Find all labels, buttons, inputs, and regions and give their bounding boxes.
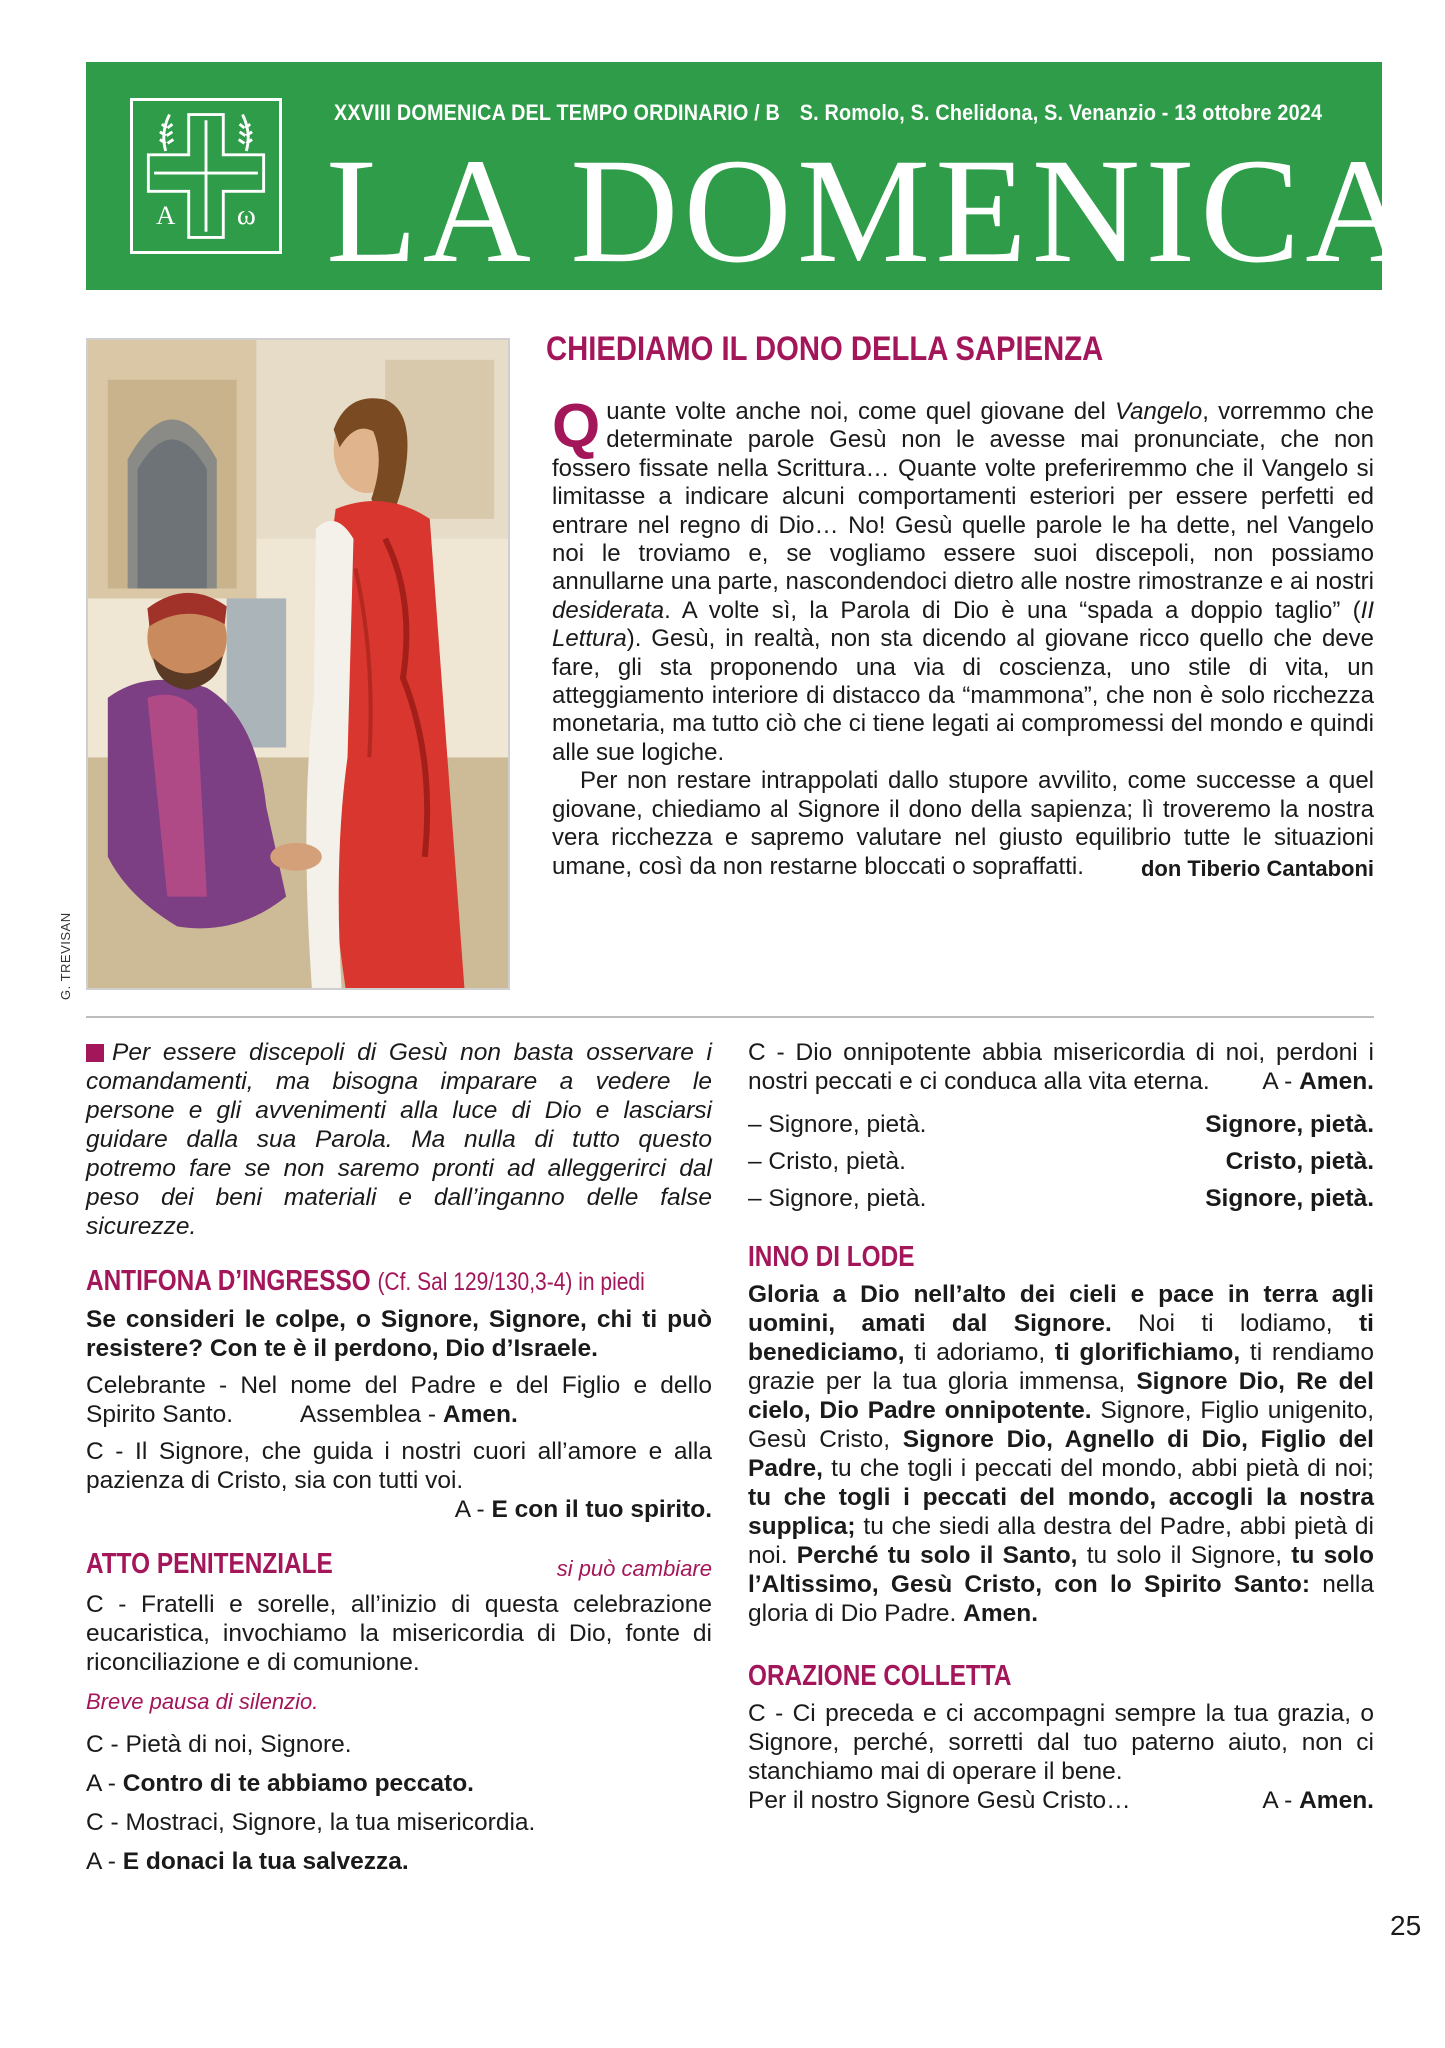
editorial-title: CHIEDIAMO IL DONO DELLA SAPIENZA <box>546 330 1104 368</box>
kyrie-list <box>748 1110 1374 1213</box>
logo-alpha: A <box>155 200 176 231</box>
absolution-response: A - Amen. <box>1262 1068 1374 1095</box>
editorial-paragraph-1: Quante volte anche noi, come quel giovane del Vangelo, vorremmo che determinate parole Gesù non le avesse mai pronunciate, che non fossero fissate nella Scrittura… Quante volte preferiremmo che il Vangelo si limitasse a indicare alcuni comportamenti esteriori per essere perfetti ed entrare nel regno di Dio… No! Gesù quelle parole le ha dette, nel Vangelo noi le troviamo e, se vogliamo essere suoi discepoli, non possiamo annullarne una parte, nascondendoci dietro alle nostre rimostranze e ai nostri desiderata. A volte sì, la Parola di Dio è una “spada a doppio taglio” (II Lettura). Gesù, in realtà, non sta dicendo al giovane ricco quello che deve fare, gli sta proponendo una via di coscienza, uno stile di vita, un atteggiamento interiore di distacco da “mammona”, che non è solo ricchezza monetaria, ma tutto ciò che ci tiene legati ai compromessi del mondo e quindi alle sue logiche. <box>552 392 1375 766</box>
kyrie-row: – Signore, pietà. Signore, pietà. <box>748 1185 1374 1212</box>
atto-note: si può cambiare <box>556 1556 712 1581</box>
intro-text: Per essere discepoli di Gesù non basta osservare i comandamenti, ma bisogna imparare a vedere le persone e gli avvenimenti alla luce di Dio e lasciarsi guidare dalla sua Parola. Ma nulla di tutto questo potremo fare se non saremo pronti ad alleggerirci dal peso dei beni materiali e dall’inganno delle false sicurezze. <box>86 1039 712 1240</box>
greeting-response: A - E con il tuo spirito. <box>454 1496 712 1523</box>
colletta-heading: ORAZIONE COLLETTA <box>748 1660 1012 1692</box>
antifona-text: Se consideri le colpe, o Signore, Signore, chi ti può resistere? Con te è il perdono, Dio d’Israele. <box>86 1306 712 1362</box>
section-divider <box>86 1016 1374 1018</box>
antifona-reference: (Cf. Sal 129/130,3-4) in piedi <box>377 1268 645 1296</box>
atto-line-4: A - E donaci la tua salvezza. <box>86 1848 409 1875</box>
atto-line-3: C - Mostraci, Signore, la tua misericordia. <box>86 1809 536 1836</box>
illustration-credit: G. TREVISAN <box>58 912 73 1000</box>
colletta-conclusion: Per il nostro Signore Gesù Cristo… A - Amen. <box>748 1787 1374 1814</box>
masthead <box>86 62 1419 294</box>
rubric-silence: Breve pausa di silenzio. <box>86 1689 319 1714</box>
saints-and-date: S. Romolo, S. Chelidona, S. Venanzio - 13 ottobre 2024 <box>799 100 1323 125</box>
kyrie-row: – Signore, pietà. Signore, pietà. <box>748 1111 1374 1138</box>
editorial-paragraph-2: Per non restare intrappolati dallo stupore avvilito, come successe a quel giovane, chiediamo al Signore il dono della sapienza; lì troveremo la nostra vera ricchezza e sapremo valutare nel giusto equilibrio tutte le situazioni umane, così da non restarne bloccati o sopraffatti. don Tiberio Cantaboni <box>552 767 1374 881</box>
cross-alpha-omega-icon <box>130 98 282 254</box>
atto-text: C - Fratelli e sorelle, all’inizio di questa celebrazione eucaristica, invochiamo la misericordia di Dio, fonte di riconciliazione e di comunione. <box>86 1591 712 1676</box>
editorial-author: don Tiberio Cantaboni <box>1140 855 1374 881</box>
absolution-text: C - Dio onnipotente abbia misericordia di noi, perdoni i nostri peccati e ci conduca alla vita eterna. <box>748 1039 1374 1095</box>
atto-line-2: A - Contro di te abbiamo peccato. <box>86 1770 474 1797</box>
logo-omega: ω <box>236 199 256 232</box>
atto-heading-row <box>86 1550 712 1582</box>
masthead-title: LA DOMENICA <box>326 128 1419 294</box>
left-column <box>86 1038 712 1882</box>
page-number: 25 <box>1390 1910 1422 1941</box>
gloria-text: Gloria a Dio nell’alto dei cieli e pace in terra agli uomini, amati dal Signore. Noi ti lodiamo, ti benediciamo, ti adoriamo, ti glorifichiamo, ti rendiamo grazie per la tua gloria immensa, Signore Dio, Re del cielo, Dio Padre onnipotente. Signore, Figlio unigenito, Gesù Cristo, Signore Dio, Agnello di Dio, Figlio del Padre, tu che togli i peccati del mondo, abbi pietà di noi; tu che togli i peccati del mondo, accogli la nostra supplica; tu che siedi alla destra del Padre, abbi pietà di noi. Perché tu solo il Santo, tu solo il Signore, tu solo l’Altissimo, Gesù Cristo, con lo Spirito Santo: nella gloria di Dio Padre. Amen. <box>748 1281 1374 1627</box>
greeting-celebrant: C - Il Signore, che guida i nostri cuori all’amore e alla pazienza di Cristo, sia con tutti voi. <box>86 1438 712 1494</box>
gloria-heading: INNO DI LODE <box>748 1241 915 1273</box>
liturgical-day: XXVIII DOMENICA DEL TEMPO ORDINARIO / B <box>334 100 780 125</box>
square-bullet-icon <box>86 1044 104 1062</box>
atto-line-1: C - Pietà di noi, Signore. <box>86 1731 352 1758</box>
editorial-body <box>552 392 1375 883</box>
antifona-heading: ANTIFONA D’INGRESSO (Cf. Sal 129/130,3-4) in piedi <box>86 1265 645 1297</box>
kyrie-row: – Cristo, pietà. Cristo, pietà. <box>748 1148 1374 1175</box>
right-column <box>748 1038 1374 1815</box>
colletta-text: C - Ci preceda e ci accompagni sempre la tua grazia, o Signore, perché, sorretti dal tuo paterno aiuto, non ci stanchiamo mai di operare il bene. <box>748 1700 1374 1785</box>
jesus-and-rich-young-man-illustration <box>86 338 510 990</box>
greeting-sign-of-cross: Celebrante - Nel nome del Padre e del Figlio e dello Spirito Santo. Assemblea - Amen. <box>86 1372 712 1428</box>
atto-heading: ATTO PENITENZIALE <box>86 1548 333 1580</box>
issue-subtitle <box>334 100 1322 126</box>
